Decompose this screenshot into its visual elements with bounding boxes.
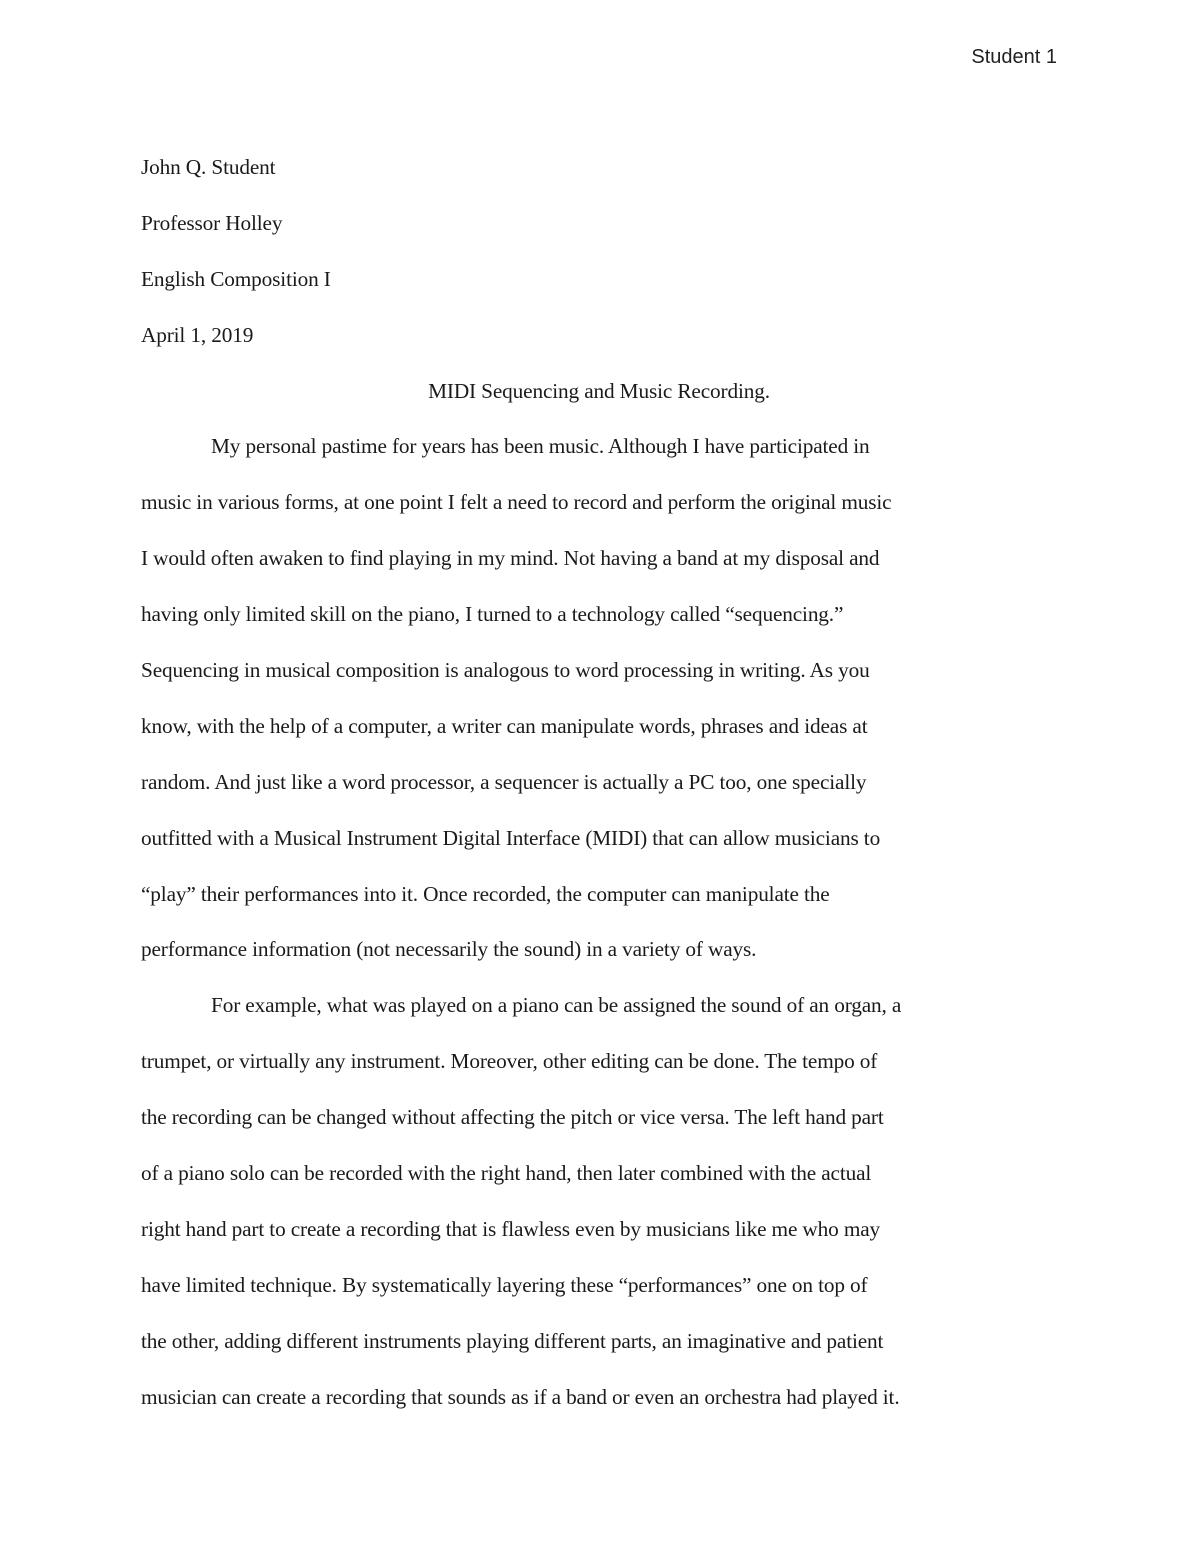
professor-name: Professor Holley	[141, 210, 283, 235]
paragraph-line: performance information (not necessarily the sound) in a variety of ways.	[141, 937, 757, 962]
paragraph-line: trumpet, or virtually any instrument. Moreover, other editing can be done. The tempo of	[141, 1049, 878, 1074]
paragraph-line: random. And just like a word processor, a sequencer is actually a PC too, one specially	[141, 769, 867, 794]
paragraph-line: of a piano solo can be recorded with the right hand, then later combined with the actual	[141, 1161, 872, 1186]
essay-title: MIDI Sequencing and Music Recording.	[428, 378, 770, 403]
paragraph-line: My personal pastime for years has been music. Although I have participated in	[211, 434, 870, 459]
paragraph-line: “play” their performances into it. Once recorded, the computer can manipulate the	[141, 881, 830, 906]
paragraph-line: the recording can be changed without affecting the pitch or vice versa. The left hand part	[141, 1105, 884, 1130]
essay-body	[141, 140, 1001, 1425]
paragraph-2	[141, 978, 1001, 1425]
student-name: John Q. Student	[141, 155, 276, 179]
paragraph-line: right hand part to create a recording that is flawless even by musicians like me who may	[141, 1216, 881, 1241]
paragraph-line: I would often awaken to find playing in my mind. Not having a band at my disposal and	[141, 546, 880, 571]
essay-date: April 1, 2019	[141, 322, 254, 347]
paragraph-line: outfitted with a Musical Instrument Digital Interface (MIDI) that can allow musicians to	[141, 825, 881, 850]
running-head: Student 1	[971, 46, 1057, 68]
paragraph-line: have limited technique. By systematically layering these “performances” one on top of	[141, 1272, 868, 1297]
paragraph-line: know, with the help of a computer, a writer can manipulate words, phrases and ideas at	[141, 713, 868, 738]
course-name: English Composition I	[141, 266, 331, 291]
paragraph-line: Sequencing in musical composition is analogous to word processing in writing. As you	[141, 658, 870, 683]
paragraph-line: having only limited skill on the piano, I turned to a technology called “sequencing.”	[141, 602, 844, 627]
paragraph-line: For example, what was played on a piano can be assigned the sound of an organ, a	[211, 993, 902, 1018]
paragraph-line: music in various forms, at one point I felt a need to record and perform the original music	[141, 490, 892, 515]
paragraph-line: the other, adding different instruments playing different parts, an imaginative and patient	[141, 1328, 884, 1353]
paragraph-line: musician can create a recording that sounds as if a band or even an orchestra had played it.	[141, 1384, 900, 1409]
paragraph-1	[141, 419, 1001, 978]
